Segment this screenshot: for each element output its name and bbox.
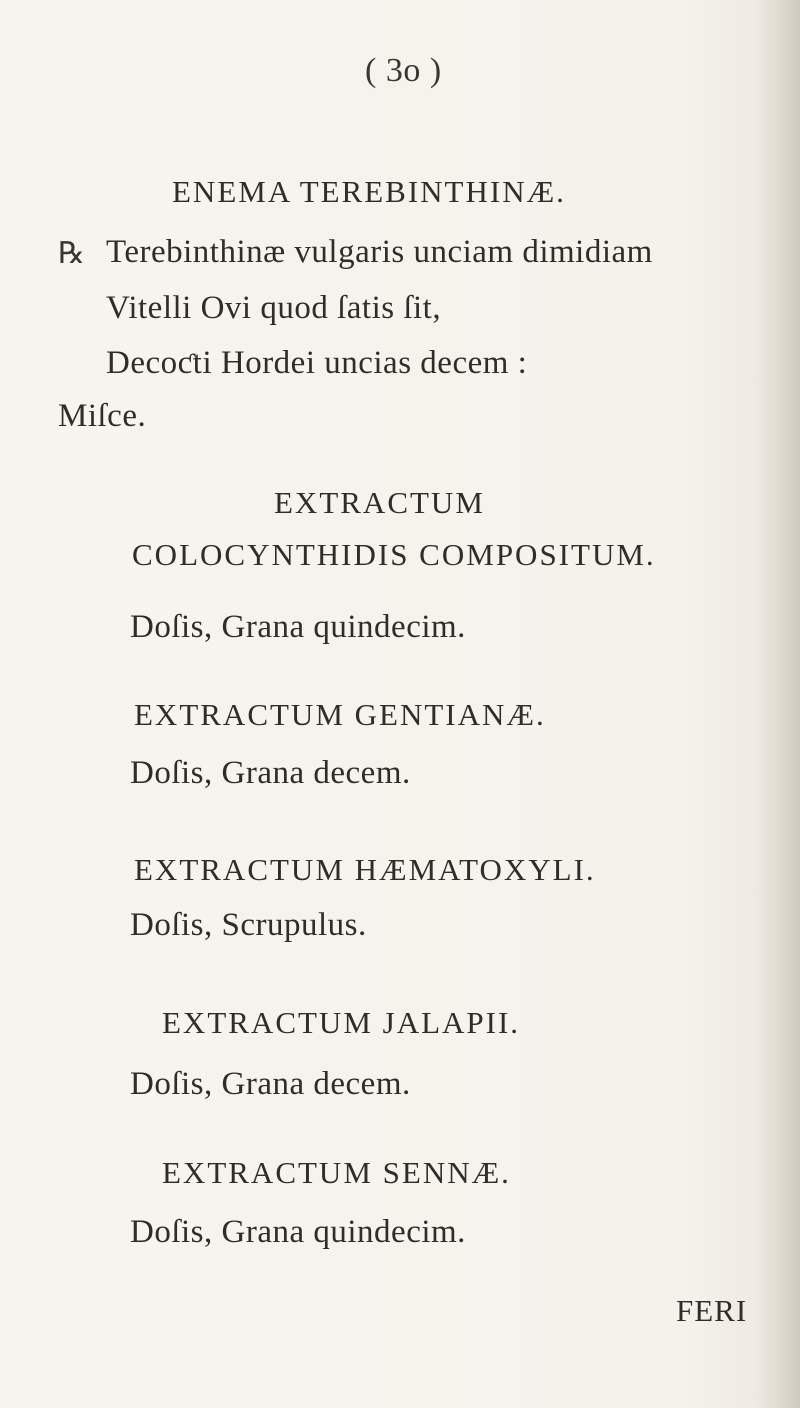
- section-heading-gentianae: EXTRACTUM GENTIANÆ.: [134, 697, 546, 732]
- dose-gentianae: Doſis, Grana decem.: [130, 755, 411, 791]
- recipe-line-3: Decoƈti Hordei uncias decem :: [106, 345, 528, 381]
- dose-jalapii: Doſis, Grana decem.: [130, 1066, 411, 1102]
- page-number: ( 3o ): [365, 52, 442, 89]
- recipe-line-1: Terebinthinæ vulgaris unciam dimidiam: [106, 234, 653, 270]
- dose-sennae: Doſis, Grana quindecim.: [130, 1214, 466, 1250]
- section-heading-jalapii: EXTRACTUM JALAPII.: [162, 1005, 521, 1040]
- dose-haematoxyli: Doſis, Scrupulus.: [130, 907, 367, 943]
- section-heading-sennae: EXTRACTUM SENNÆ.: [162, 1155, 511, 1190]
- section-heading-colocynthidis-1: EXTRACTUM: [274, 485, 485, 520]
- recipe-symbol: ℞: [58, 237, 86, 270]
- dose-colocynthidis: Doſis, Grana quindecim.: [130, 609, 466, 645]
- section-heading-haematoxyli: EXTRACTUM HÆMATOXYLI.: [134, 852, 596, 887]
- recipe-line-2: Vitelli Ovi quod ſatis ſit,: [106, 290, 442, 326]
- section-heading-enema: ENEMA TEREBINTHINÆ.: [172, 174, 566, 209]
- recipe-line-4: Miſce.: [58, 398, 147, 434]
- section-heading-colocynthidis-2: COLOCYNTHIDIS COMPOSITUM.: [132, 537, 656, 572]
- catchword: FERI: [676, 1293, 748, 1328]
- page-edge-shadow: [756, 0, 800, 1408]
